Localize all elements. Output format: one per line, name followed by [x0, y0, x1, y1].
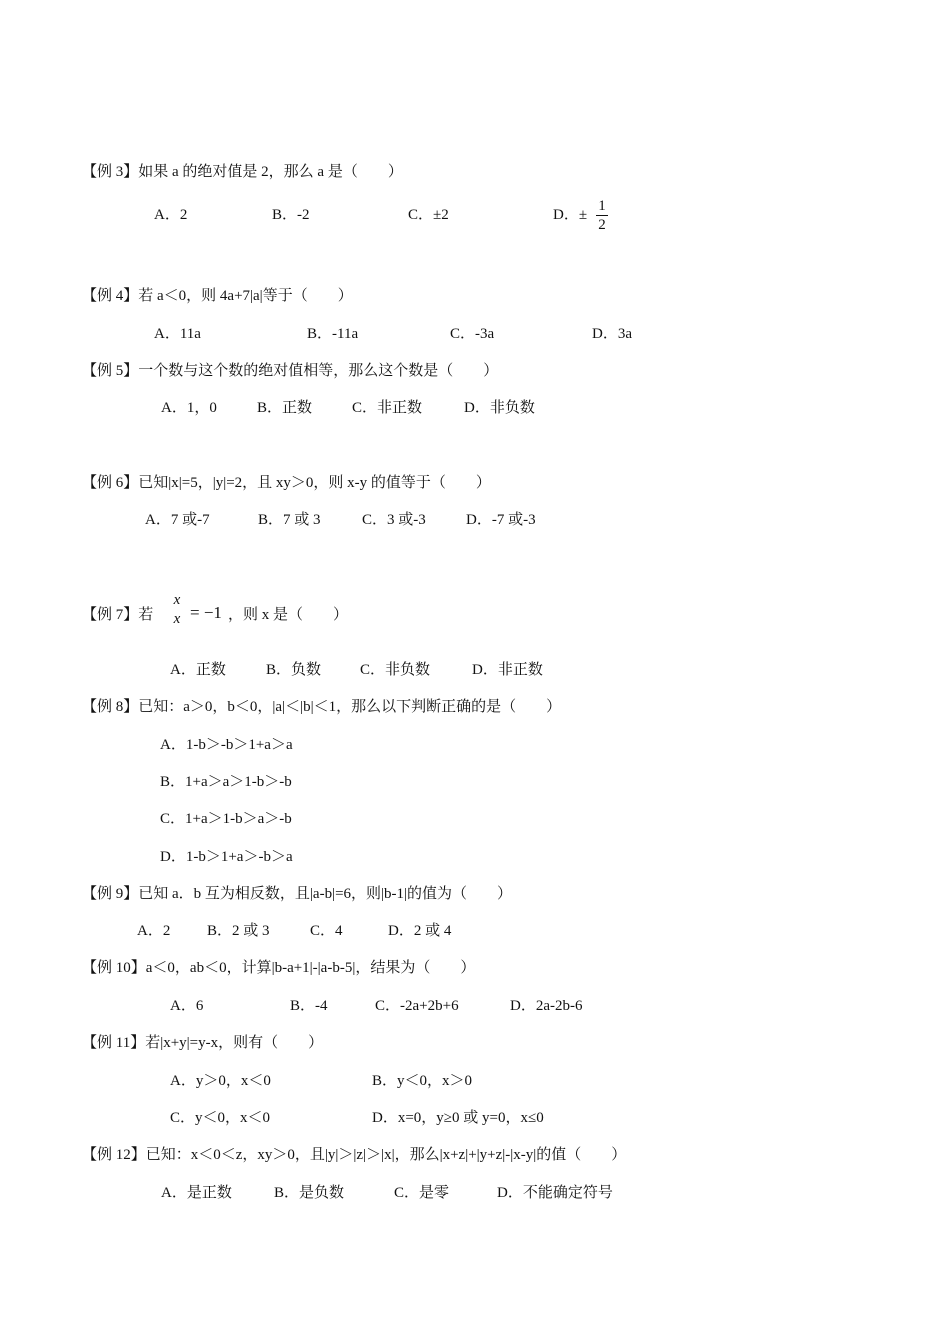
example-7-option-d: D．非正数 — [472, 662, 543, 678]
example-10-option-d: D．2a-2b-6 — [510, 998, 583, 1014]
example-11-option-b: B．y＜0，x＞0 — [372, 1073, 473, 1089]
example-4-option-c: C．-3a — [450, 326, 495, 342]
example-4-option-d: D．3a — [592, 326, 632, 342]
example-3-option-c: C．±2 — [408, 207, 449, 223]
example-3-fraction — [596, 198, 608, 233]
example-12-option-d: D．不能确定符号 — [497, 1185, 613, 1201]
example-12-question: 【例 12】已知：x＜0＜z，xy＞0，且|y|＞|z|＞|x|，那么|x+z|+|y+z|-|x-y|的值（ ） — [82, 1147, 627, 1163]
example-11-option-c: C．y＜0，x＜0 — [170, 1110, 271, 1126]
example-9-option-a: A．2 — [137, 923, 171, 939]
example-10-question: 【例 10】a＜0，ab＜0，计算|b-a+1|-|a-b-5|，结果为（ ） — [82, 960, 476, 976]
example-5-option-a: A．1，0 — [161, 400, 217, 416]
example-6-question: 【例 6】已知|x|=5，|y|=2，且 xy＞0，则 x-y 的值等于（ ） — [82, 475, 491, 491]
example-7-prefix: 【例 7】若 — [82, 607, 154, 623]
example-9-option-b: B．2 或 3 — [207, 923, 270, 939]
example-5-option-d: D．非负数 — [464, 400, 535, 416]
example-3-question: 【例 3】如果 a 的绝对值是 2，那么 a 是（ ） — [82, 164, 403, 180]
fraction-bar — [596, 215, 608, 216]
example-3-option-d: D．± — [553, 207, 588, 223]
example-6-option-b: B．7 或 3 — [258, 512, 321, 528]
example-8-option-d: D．1-b＞1+a＞-b＞a — [160, 849, 293, 865]
example-10-option-b: B．-4 — [290, 998, 328, 1014]
fraction-denominator: x — [173, 611, 181, 627]
example-12-option-a: A．是正数 — [161, 1185, 232, 1201]
example-5-option-b: B．正数 — [257, 400, 313, 416]
example-6-option-d: D．-7 或-3 — [466, 512, 536, 528]
example-10-option-a: A．6 — [170, 998, 204, 1014]
fraction-denominator: 2 — [598, 217, 606, 233]
example-9-option-d: D．2 或 4 — [388, 923, 452, 939]
example-6-option-a: A．7 或-7 — [145, 512, 210, 528]
example-7-option-c: C．非负数 — [360, 662, 431, 678]
example-3-option-b: B．-2 — [272, 207, 310, 223]
fraction-bar — [170, 609, 184, 610]
example-11-question: 【例 11】若|x+y|=y-x，则有（ ） — [82, 1035, 324, 1051]
example-7-suffix: ，则 x 是（ ） — [228, 607, 349, 623]
example-8-question: 【例 8】已知：a＞0，b＜0，|a|＜|b|＜1，那么以下判断正确的是（ ） — [82, 699, 562, 715]
example-7-option-b: B．负数 — [266, 662, 322, 678]
example-12-option-c: C．是零 — [394, 1185, 450, 1201]
example-10-option-c: C．-2a+2b+6 — [375, 998, 459, 1014]
example-4-question: 【例 4】若 a＜0，则 4a+7|a|等于（ ） — [82, 288, 353, 304]
example-8-option-b: B．1+a＞a＞1-b＞-b — [160, 774, 292, 790]
example-4-option-b: B．-11a — [307, 326, 359, 342]
example-8-option-c: C．1+a＞1-b＞a＞-b — [160, 811, 292, 827]
example-7-fraction — [170, 592, 184, 627]
example-4-option-a: A．11a — [154, 326, 201, 342]
example-6-option-c: C．3 或-3 — [362, 512, 426, 528]
example-11-option-a: A．y＞0，x＜0 — [170, 1073, 271, 1089]
example-9-option-c: C．4 — [310, 923, 343, 939]
example-9-question: 【例 9】已知 a．b 互为相反数，且|a-b|=6，则|b-1|的值为（ ） — [82, 886, 513, 902]
example-5-question: 【例 5】一个数与这个数的绝对值相等，那么这个数是（ ） — [82, 363, 499, 379]
example-3-option-a: A．2 — [154, 207, 188, 223]
fraction-numerator: x — [173, 592, 181, 608]
example-11-option-d: D．x=0，y≥0 或 y=0，x≤0 — [372, 1110, 544, 1126]
example-8-option-a: A．1-b＞-b＞1+a＞a — [160, 737, 293, 753]
example-7-equals: = −1 — [190, 603, 222, 622]
example-5-option-c: C．非正数 — [352, 400, 423, 416]
example-12-option-b: B．是负数 — [274, 1185, 345, 1201]
example-7-option-a: A．正数 — [170, 662, 226, 678]
fraction-numerator: 1 — [598, 198, 606, 214]
